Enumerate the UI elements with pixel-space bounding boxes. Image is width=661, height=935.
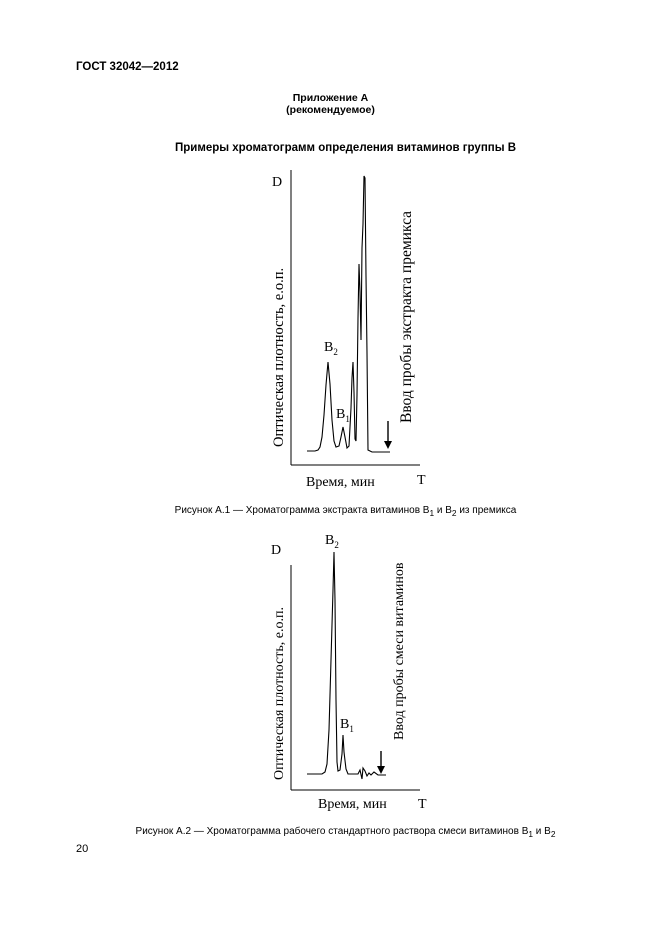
x-axis-label: Время, мин (306, 475, 375, 490)
x-axis-label: Время, мин (318, 797, 387, 812)
y-axis-letter: D (271, 543, 282, 558)
section-title: Примеры хроматограмм определения витаминов группы В (174, 142, 517, 154)
appendix-title: Приложение А (292, 92, 369, 104)
appendix-type: (рекомендуемое) (286, 104, 375, 116)
injection-label: Ввод пробы смеси витаминов (392, 562, 407, 740)
peak-b2-sub: 2 (334, 540, 339, 550)
chromatogram-trace (307, 552, 386, 779)
injection-arrow-head (377, 766, 385, 774)
y-axis-letter: D (272, 175, 283, 190)
peak-b2-letter: B (325, 533, 335, 548)
figure-2-caption: Рисунок А.2 — Хроматограмма рабочего стандартного раствора смеси витаминов $В_1$ и $В_2$ (135, 826, 556, 839)
peak-b1-letter: B (340, 717, 350, 732)
standard-number: ГОСТ 32042—2012 (76, 61, 179, 73)
peak-b1-label (340, 717, 354, 734)
peak-b1-letter: B (336, 407, 346, 422)
peak-b1-sub: 1 (349, 724, 354, 734)
figure-1-caption: Рисунок А.1 — Хроматограмма экстракта витаминов $В_1$ и $В_2$ из премикса (174, 505, 517, 518)
page-number: 20 (76, 843, 89, 855)
x-axis-letter: T (418, 797, 427, 812)
peak-b1-sub: 1 (345, 414, 350, 424)
peak-b2-label (325, 533, 339, 550)
peak-b2-sub: 2 (333, 347, 338, 357)
peak-b2-letter: B (324, 340, 334, 355)
y-axis-label: Оптическая плотность, е.о.п. (271, 267, 287, 447)
x-axis-letter: T (417, 473, 426, 488)
injection-label: Ввод пробы экстракта премикса (398, 210, 415, 423)
y-axis-label: Оптическая плотность, е.о.п. (272, 607, 287, 780)
